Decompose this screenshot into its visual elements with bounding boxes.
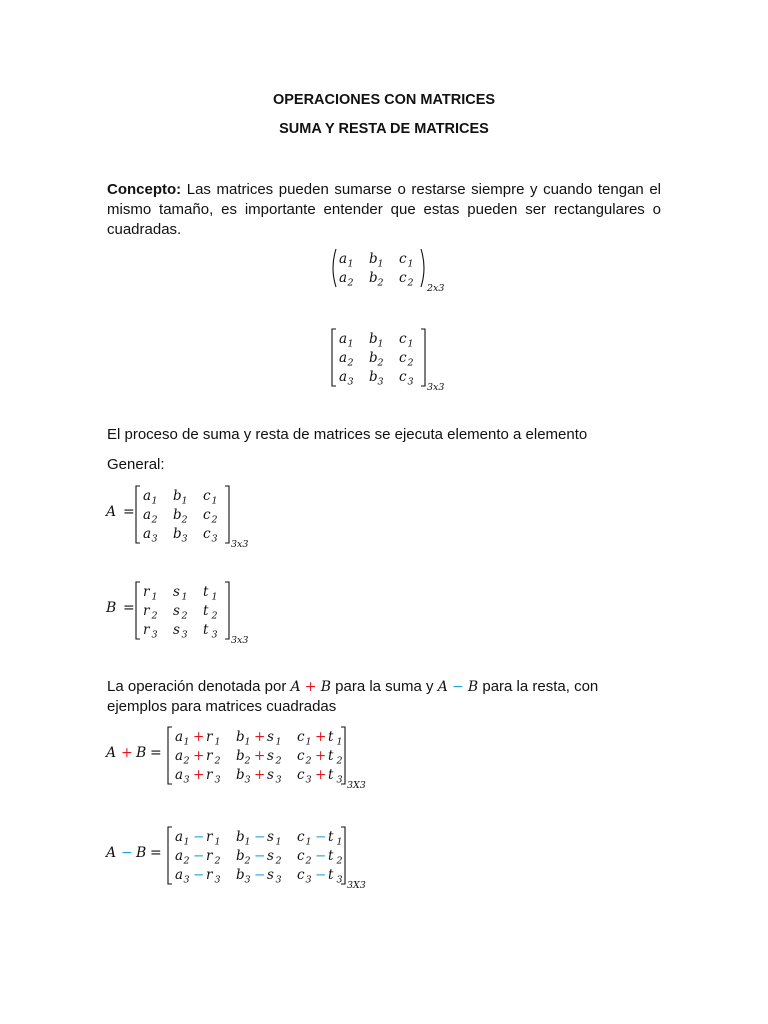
paren-right	[421, 249, 424, 287]
svg-text:1: 1	[275, 836, 282, 848]
svg-text:3: 3	[336, 774, 343, 786]
operator-sign: −	[193, 867, 205, 883]
matrix-entry	[328, 767, 343, 786]
matrix-label: A	[106, 745, 117, 761]
svg-text:c: c	[297, 829, 305, 845]
matrix-entry	[328, 848, 343, 867]
matrix-entry	[203, 622, 218, 641]
matrix-entry	[206, 867, 221, 886]
matrix-entry	[339, 350, 354, 369]
matrix-difference	[104, 823, 374, 891]
svg-text:2: 2	[244, 755, 251, 767]
paren-left	[333, 249, 336, 287]
svg-text:1: 1	[151, 591, 158, 603]
svg-text:c: c	[399, 369, 407, 385]
matrix-entry	[328, 829, 343, 848]
svg-text:t: t	[328, 867, 334, 883]
bracket-right	[225, 582, 229, 639]
svg-text:a: a	[339, 331, 348, 347]
svg-text:r: r	[206, 748, 213, 764]
svg-text:2: 2	[181, 610, 188, 622]
svg-text:s: s	[267, 767, 274, 783]
svg-text:s: s	[267, 867, 274, 883]
svg-text:1: 1	[244, 736, 251, 748]
matrix-entry	[173, 603, 188, 622]
svg-text:a: a	[175, 829, 184, 845]
matrix-entry	[267, 848, 282, 867]
matrix-entry	[328, 748, 343, 767]
matrix-entry	[236, 867, 251, 886]
matrix-entry	[339, 331, 354, 350]
svg-text:r: r	[206, 729, 213, 745]
svg-text:c: c	[399, 270, 407, 286]
svg-text:3: 3	[305, 774, 312, 786]
svg-text:b: b	[369, 369, 378, 385]
matrix-label: B	[136, 745, 147, 761]
svg-text:1: 1	[305, 836, 312, 848]
matrix-entry	[206, 729, 221, 748]
svg-text:1: 1	[211, 591, 218, 603]
svg-text:3: 3	[275, 774, 282, 786]
matrix-entry	[143, 488, 158, 507]
matrix-entry	[236, 729, 251, 748]
svg-text:3: 3	[347, 376, 354, 388]
svg-text:b: b	[236, 867, 245, 883]
bracket-right	[421, 329, 425, 386]
matrix-entry	[206, 829, 221, 848]
matrix-entry	[369, 270, 384, 289]
matrix-entry	[203, 603, 218, 622]
minus-sign: −	[452, 679, 464, 695]
matrix-entry	[175, 848, 190, 867]
operator-sign: +	[254, 729, 266, 745]
svg-text:3: 3	[244, 874, 251, 886]
operator-sign: +	[193, 748, 205, 764]
matrix-label: =	[150, 845, 162, 861]
svg-text:s: s	[173, 622, 180, 638]
operator-sign: +	[193, 729, 205, 745]
svg-text:r: r	[206, 767, 213, 783]
matrix-entry	[175, 767, 190, 786]
operator-sign: +	[254, 748, 266, 764]
svg-text:s: s	[267, 829, 274, 845]
matrix-size-label: 3x3	[427, 382, 445, 393]
svg-text:1: 1	[336, 736, 343, 748]
svg-text:2: 2	[214, 755, 221, 767]
svg-text:1: 1	[275, 736, 282, 748]
svg-text:b: b	[369, 270, 378, 286]
svg-text:3: 3	[275, 874, 282, 886]
matrix-entry	[203, 526, 218, 545]
matrix-entry	[236, 848, 251, 867]
matrix-entry	[173, 488, 188, 507]
bracket-left	[136, 582, 140, 639]
bracket-left	[332, 329, 336, 386]
svg-text:s: s	[267, 729, 274, 745]
matrix-entry	[339, 369, 354, 388]
matrix-entry	[173, 526, 188, 545]
svg-text:a: a	[339, 350, 348, 366]
svg-text:r: r	[143, 622, 150, 638]
matrix-name: B	[106, 600, 117, 616]
matrix-size-label: 3x3	[231, 635, 249, 646]
matrix-entry	[369, 331, 384, 350]
matrix-entry	[369, 369, 384, 388]
matrix-entry	[143, 622, 158, 641]
document-title: OPERACIONES CON MATRICES	[272, 92, 496, 108]
matrix-entry	[173, 622, 188, 641]
svg-text:3: 3	[407, 376, 414, 388]
svg-text:1: 1	[181, 495, 188, 507]
svg-text:a: a	[175, 729, 184, 745]
svg-text:1: 1	[214, 736, 221, 748]
operator-sign: −	[193, 848, 205, 864]
svg-text:t: t	[203, 584, 209, 600]
svg-text:b: b	[236, 848, 245, 864]
svg-text:t: t	[328, 848, 334, 864]
svg-text:1: 1	[151, 495, 158, 507]
svg-text:3: 3	[181, 533, 188, 545]
svg-text:s: s	[173, 603, 180, 619]
matrix-entry	[206, 848, 221, 867]
matrix-label: A	[106, 845, 117, 861]
svg-text:3: 3	[377, 376, 384, 388]
svg-text:a: a	[175, 848, 184, 864]
operator-sign: −	[254, 848, 266, 864]
matrix-entry	[206, 767, 221, 786]
svg-text:2: 2	[183, 755, 190, 767]
matrix-entry	[175, 829, 190, 848]
svg-text:1: 1	[377, 258, 384, 270]
svg-text:2: 2	[407, 357, 414, 369]
operator-sign: −	[254, 867, 266, 883]
matrix-entry	[399, 369, 414, 388]
matrix-entry	[297, 767, 312, 786]
svg-text:3: 3	[211, 533, 218, 545]
svg-text:b: b	[236, 748, 245, 764]
matrix-entry	[206, 748, 221, 767]
svg-text:1: 1	[407, 338, 414, 350]
matrix-size-label: 3x3	[231, 539, 249, 550]
matrix-label: B	[136, 845, 147, 861]
svg-text:2: 2	[305, 855, 312, 867]
svg-text:3: 3	[183, 774, 190, 786]
concept-text: Las matrices pueden sumarse o restarse siempre y cuando tengan el mismo tamaño, es importante entender que estas pueden ser rectangulares o cuadradas.	[107, 181, 661, 238]
matrix-entry	[203, 507, 218, 526]
svg-text:r: r	[206, 867, 213, 883]
matrix-entry	[297, 867, 312, 886]
svg-text:2: 2	[151, 610, 158, 622]
operator-sign: +	[254, 767, 266, 783]
matrix-entry	[297, 729, 312, 748]
concept-label: Concepto:	[107, 181, 182, 198]
matrix-entry	[267, 748, 282, 767]
svg-text:3: 3	[151, 533, 158, 545]
matrix-3x3	[320, 325, 460, 393]
matrix-entry	[203, 584, 218, 603]
matrix-entry	[175, 748, 190, 767]
matrix-entry	[328, 867, 343, 886]
svg-text:2: 2	[183, 855, 190, 867]
matrix-label: =	[150, 745, 162, 761]
matrix-entry	[236, 748, 251, 767]
equals-sign: =	[123, 600, 135, 616]
svg-text:2: 2	[181, 514, 188, 526]
svg-text:b: b	[236, 729, 245, 745]
svg-text:b: b	[369, 251, 378, 267]
svg-text:a: a	[339, 270, 348, 286]
matrix-entry	[297, 848, 312, 867]
matrix-label: +	[121, 745, 133, 761]
svg-text:t: t	[328, 829, 334, 845]
svg-text:t: t	[328, 767, 334, 783]
svg-text:1: 1	[183, 836, 190, 848]
svg-text:1: 1	[347, 258, 354, 270]
svg-text:b: b	[236, 767, 245, 783]
operator-sign: +	[315, 767, 327, 783]
svg-text:c: c	[297, 867, 305, 883]
bracket-left	[168, 827, 172, 884]
section-title: SUMA Y RESTA DE MATRICES	[279, 121, 489, 137]
svg-text:c: c	[203, 507, 211, 523]
operator-sign: −	[315, 829, 327, 845]
matrix-entry	[143, 507, 158, 526]
matrix-entry	[236, 829, 251, 848]
matrix-entry	[143, 603, 158, 622]
svg-text:2: 2	[151, 514, 158, 526]
matrix-entry	[297, 748, 312, 767]
svg-text:c: c	[203, 488, 211, 504]
svg-text:3: 3	[181, 629, 188, 641]
svg-text:2: 2	[347, 277, 354, 289]
matrix-entry	[203, 488, 218, 507]
svg-text:t: t	[328, 748, 334, 764]
svg-text:a: a	[175, 748, 184, 764]
matrix-entry	[399, 331, 414, 350]
svg-text:c: c	[297, 729, 305, 745]
svg-text:c: c	[297, 848, 305, 864]
svg-text:t: t	[328, 729, 334, 745]
svg-text:1: 1	[214, 836, 221, 848]
svg-text:c: c	[399, 331, 407, 347]
matrix-entry	[143, 526, 158, 545]
svg-text:3: 3	[244, 774, 251, 786]
svg-text:t: t	[203, 622, 209, 638]
svg-text:a: a	[339, 369, 348, 385]
svg-text:2: 2	[211, 514, 218, 526]
svg-text:c: c	[399, 251, 407, 267]
matrix-entry	[297, 829, 312, 848]
matrix-size-label: 2x3	[427, 283, 445, 294]
svg-text:t: t	[203, 603, 209, 619]
svg-text:r: r	[143, 584, 150, 600]
svg-text:3: 3	[183, 874, 190, 886]
concept-paragraph	[107, 180, 661, 240]
matrix-entry	[399, 270, 414, 289]
operator-sign: −	[193, 829, 205, 845]
process-text: El proceso de suma y resta de matrices se ejecuta elemento a elemento	[107, 426, 588, 443]
svg-text:c: c	[297, 767, 305, 783]
matrix-entry	[236, 767, 251, 786]
svg-text:1: 1	[407, 258, 414, 270]
svg-text:1: 1	[244, 836, 251, 848]
svg-text:b: b	[173, 507, 182, 523]
matrix-name: A	[106, 504, 117, 520]
plus-sign: +	[304, 679, 317, 695]
svg-text:b: b	[369, 331, 378, 347]
svg-text:1: 1	[377, 338, 384, 350]
matrix-entry	[267, 767, 282, 786]
matrix-entry	[328, 729, 343, 748]
matrix-entry	[267, 729, 282, 748]
svg-text:b: b	[369, 350, 378, 366]
svg-text:3: 3	[211, 629, 218, 641]
operator-sign: −	[315, 867, 327, 883]
matrix-entry	[339, 251, 354, 270]
svg-text:1: 1	[181, 591, 188, 603]
svg-text:s: s	[267, 848, 274, 864]
matrix-entry	[267, 829, 282, 848]
matrix-size-label: 3X3	[347, 880, 366, 891]
matrix-2x3	[320, 245, 460, 295]
svg-text:2: 2	[244, 855, 251, 867]
svg-text:2: 2	[275, 855, 282, 867]
svg-text:3: 3	[336, 874, 343, 886]
svg-text:1: 1	[211, 495, 218, 507]
svg-text:2: 2	[407, 277, 414, 289]
svg-text:2: 2	[377, 357, 384, 369]
svg-text:c: c	[203, 526, 211, 542]
svg-text:a: a	[175, 867, 184, 883]
bracket-left	[136, 486, 140, 543]
svg-text:1: 1	[183, 736, 190, 748]
svg-text:2: 2	[305, 755, 312, 767]
operator-sign: −	[254, 829, 266, 845]
matrix-entry	[267, 867, 282, 886]
matrix-entry	[399, 251, 414, 270]
matrix-entry	[369, 350, 384, 369]
svg-text:3: 3	[305, 874, 312, 886]
svg-text:1: 1	[305, 736, 312, 748]
bracket-right	[225, 486, 229, 543]
svg-text:2: 2	[211, 610, 218, 622]
general-label: General:	[107, 456, 165, 473]
matrix-sum	[104, 723, 374, 791]
svg-text:a: a	[175, 767, 184, 783]
svg-text:s: s	[267, 748, 274, 764]
svg-text:2: 2	[336, 855, 343, 867]
matrix-entry	[173, 507, 188, 526]
svg-text:2: 2	[214, 855, 221, 867]
matrix-entry	[175, 729, 190, 748]
matrix-entry	[399, 350, 414, 369]
operator-sign: +	[315, 748, 327, 764]
matrix-entry	[369, 251, 384, 270]
svg-text:2: 2	[347, 357, 354, 369]
matrix-entry	[143, 584, 158, 603]
svg-text:2: 2	[336, 755, 343, 767]
operator-sign: +	[193, 767, 205, 783]
svg-text:2: 2	[377, 277, 384, 289]
matrix-entry	[175, 867, 190, 886]
matrix-size-label: 3X3	[347, 780, 366, 791]
svg-text:3: 3	[151, 629, 158, 641]
svg-text:s: s	[173, 584, 180, 600]
svg-text:b: b	[173, 488, 182, 504]
svg-text:b: b	[236, 829, 245, 845]
bracket-left	[168, 727, 172, 784]
matrix-A	[104, 482, 264, 550]
matrix-label: −	[121, 845, 133, 861]
svg-text:r: r	[206, 848, 213, 864]
matrix-entry	[339, 270, 354, 289]
operation-paragraph: La operación denotada por A + B para la suma y A − B para la resta, con ejemplos para matrices cuadradas	[107, 678, 599, 715]
svg-text:a: a	[143, 526, 152, 542]
matrix-entry	[173, 584, 188, 603]
svg-text:r: r	[206, 829, 213, 845]
svg-text:a: a	[143, 488, 152, 504]
svg-text:r: r	[143, 603, 150, 619]
svg-text:1: 1	[347, 338, 354, 350]
svg-text:2: 2	[275, 755, 282, 767]
svg-text:c: c	[399, 350, 407, 366]
operator-sign: −	[315, 848, 327, 864]
matrix-B	[104, 578, 264, 646]
svg-text:c: c	[297, 748, 305, 764]
svg-text:3: 3	[214, 774, 221, 786]
equals-sign: =	[123, 504, 135, 520]
svg-text:a: a	[143, 507, 152, 523]
svg-text:3: 3	[214, 874, 221, 886]
svg-text:b: b	[173, 526, 182, 542]
svg-text:1: 1	[336, 836, 343, 848]
svg-text:a: a	[339, 251, 348, 267]
operator-sign: +	[315, 729, 327, 745]
